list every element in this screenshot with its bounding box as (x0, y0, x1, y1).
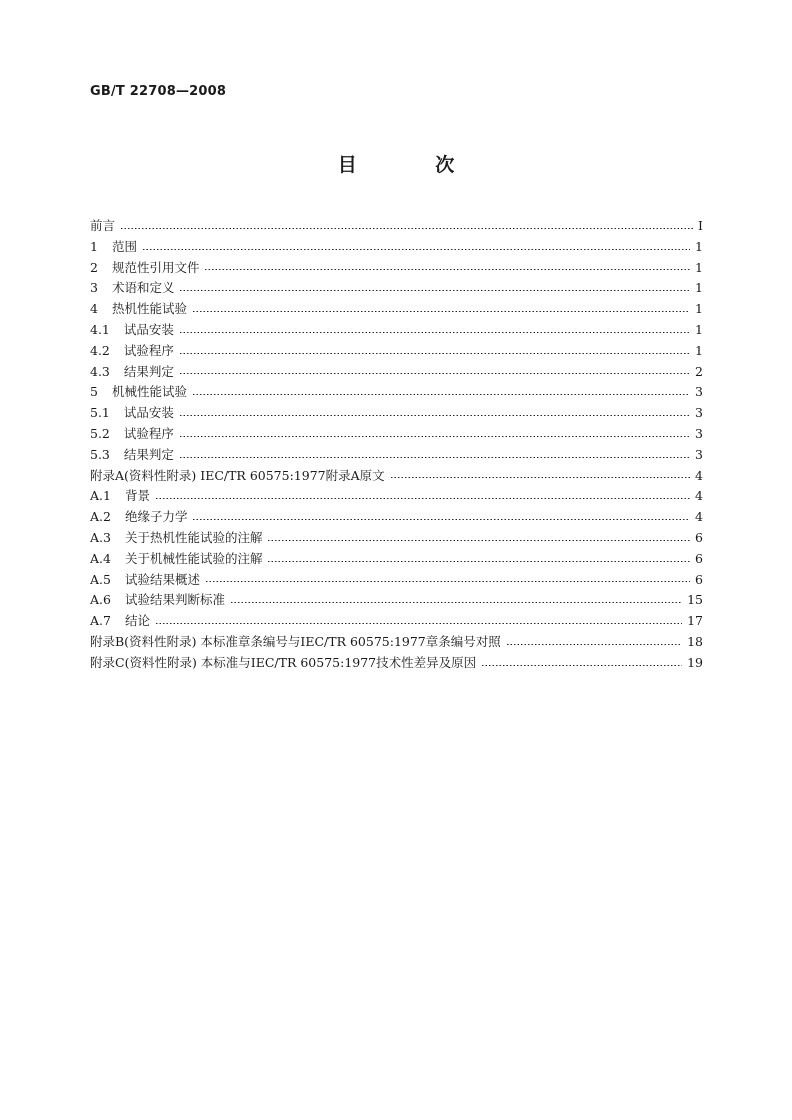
toc-dot-leader (179, 457, 690, 458)
toc-dot-leader (204, 269, 690, 270)
toc-entry[interactable] (90, 570, 703, 591)
toc-entry[interactable] (90, 278, 703, 299)
toc-entry-title: 机械性能试验 (111, 384, 187, 400)
toc-entry-title: 结论 (124, 613, 150, 629)
toc-entry-number: 4.1 (90, 321, 110, 337)
toc-entry-number: 4.3 (90, 363, 110, 379)
toc-entry-title: 试验程序 (123, 425, 174, 441)
toc-entry-title: 绝缘子力学 (124, 509, 188, 525)
toc-dot-leader (155, 623, 682, 624)
toc-entry-page: 3 (695, 405, 703, 421)
toc-entry[interactable] (90, 611, 703, 632)
toc-entry-number: 1 (90, 238, 98, 254)
toc-entry-number: A.1 (90, 488, 111, 504)
toc-entry-page: 3 (695, 425, 703, 441)
toc-dot-leader (267, 540, 690, 541)
table-of-contents (90, 216, 703, 674)
toc-entry[interactable] (90, 299, 703, 320)
toc-entry-page: 1 (695, 342, 703, 358)
toc-dot-leader (142, 249, 690, 250)
toc-entry[interactable] (90, 341, 703, 362)
toc-entry-title: 热机性能试验 (111, 301, 187, 317)
toc-entry-page: 3 (695, 384, 703, 400)
toc-entry-title: 试验程序 (123, 342, 174, 358)
toc-entry[interactable] (90, 320, 703, 341)
toc-entry[interactable] (90, 528, 703, 549)
toc-entry-number: 5.3 (90, 446, 110, 462)
toc-entry[interactable] (90, 486, 703, 507)
toc-entry-number: A.4 (90, 550, 111, 566)
toc-entry[interactable] (90, 653, 703, 674)
toc-entry-title: 关于机械性能试验的注解 (124, 550, 263, 566)
toc-entry[interactable] (90, 632, 703, 653)
toc-entry-title: 试品安装 (123, 321, 174, 337)
toc-dot-leader (230, 602, 682, 603)
toc-dot-leader (179, 436, 690, 437)
toc-entry-number: 2 (90, 259, 98, 275)
toc-entry-number: A.6 (90, 592, 111, 608)
toc-entry-page: 1 (695, 259, 703, 275)
toc-entry[interactable] (90, 424, 703, 445)
toc-entry-page: 6 (695, 550, 703, 566)
toc-dot-leader (179, 415, 690, 416)
toc-entry[interactable] (90, 362, 703, 383)
toc-entry-page: 1 (695, 238, 703, 254)
toc-entry-page: 4 (695, 467, 703, 483)
toc-entry-title: 结果判定 (123, 446, 174, 462)
toc-entry-title: 背景 (124, 488, 150, 504)
toc-entry-number: 3 (90, 280, 98, 296)
toc-dot-leader (179, 373, 690, 374)
toc-entry-number: A.7 (90, 613, 111, 629)
toc-entry-page: 1 (695, 301, 703, 317)
toc-entry-page: Ⅰ (698, 218, 703, 233)
toc-entry-page: 19 (687, 654, 703, 670)
toc-entry-number: A.5 (90, 571, 111, 587)
toc-entry-title: 附录C(资料性附录) 本标准与IEC/TR 60575:1977技术性差异及原因 (90, 654, 477, 670)
toc-entry-page: 6 (695, 529, 703, 545)
toc-entry-title: 结果判定 (123, 363, 174, 379)
toc-entry-page: 6 (695, 571, 703, 587)
toc-entry-page: 3 (695, 446, 703, 462)
toc-entry-title: 附录B(资料性附录) 本标准章条编号与IEC/TR 60575:1977章条编号对照 (90, 633, 501, 649)
toc-entry-number: 5.1 (90, 405, 110, 421)
toc-entry-page: 17 (687, 613, 703, 629)
toc-title: 目 次 (337, 154, 491, 176)
toc-dot-leader (481, 665, 682, 666)
toc-entry-title: 规范性引用文件 (111, 259, 200, 275)
toc-entry[interactable] (90, 237, 703, 258)
document-code: GB/T 22708—2008 (90, 84, 227, 99)
toc-entry-number: 4.2 (90, 342, 110, 358)
toc-dot-leader (267, 561, 690, 562)
toc-entry-number: A.3 (90, 529, 111, 545)
toc-dot-leader (205, 581, 690, 582)
toc-dot-leader (192, 394, 690, 395)
toc-dot-leader (192, 311, 690, 312)
toc-entry-page: 1 (695, 280, 703, 296)
toc-entry-page: 1 (695, 321, 703, 337)
toc-entry-number: 4 (90, 301, 98, 317)
toc-dot-leader (506, 644, 682, 645)
toc-entry[interactable] (90, 382, 703, 403)
toc-entry[interactable] (90, 216, 703, 237)
toc-entry[interactable] (90, 403, 703, 424)
toc-dot-leader (390, 477, 690, 478)
toc-entry-title: 附录A(资料性附录) IEC/TR 60575:1977附录A原文 (90, 467, 385, 483)
toc-entry-page: 15 (687, 592, 703, 608)
toc-entry-page: 4 (695, 488, 703, 504)
toc-entry-title: 试品安装 (123, 405, 174, 421)
toc-entry-title: 试验结果判断标准 (124, 592, 225, 608)
toc-entry-page: 2 (695, 363, 703, 379)
toc-dot-leader (179, 290, 690, 291)
toc-entry[interactable] (90, 445, 703, 466)
toc-entry-title: 范围 (111, 238, 137, 254)
toc-entry[interactable] (90, 466, 703, 487)
toc-entry[interactable] (90, 549, 703, 570)
toc-dot-leader (120, 228, 693, 229)
toc-entry-page: 4 (695, 509, 703, 525)
toc-dot-leader (155, 498, 690, 499)
toc-entry-title: 前言 (90, 218, 116, 233)
toc-entry-page: 18 (687, 633, 703, 649)
toc-entry-number: 5 (90, 384, 98, 400)
toc-entry-title: 术语和定义 (111, 280, 175, 296)
toc-entry[interactable] (90, 507, 703, 528)
toc-entry[interactable] (90, 258, 703, 279)
toc-entry-number: A.2 (90, 509, 111, 525)
toc-entry-number: 5.2 (90, 425, 110, 441)
toc-dot-leader (179, 353, 690, 354)
toc-entry[interactable] (90, 590, 703, 611)
toc-dot-leader (192, 519, 690, 520)
toc-entry-title: 试验结果概述 (124, 571, 200, 587)
toc-entry-title: 关于热机性能试验的注解 (124, 529, 263, 545)
toc-dot-leader (179, 332, 690, 333)
